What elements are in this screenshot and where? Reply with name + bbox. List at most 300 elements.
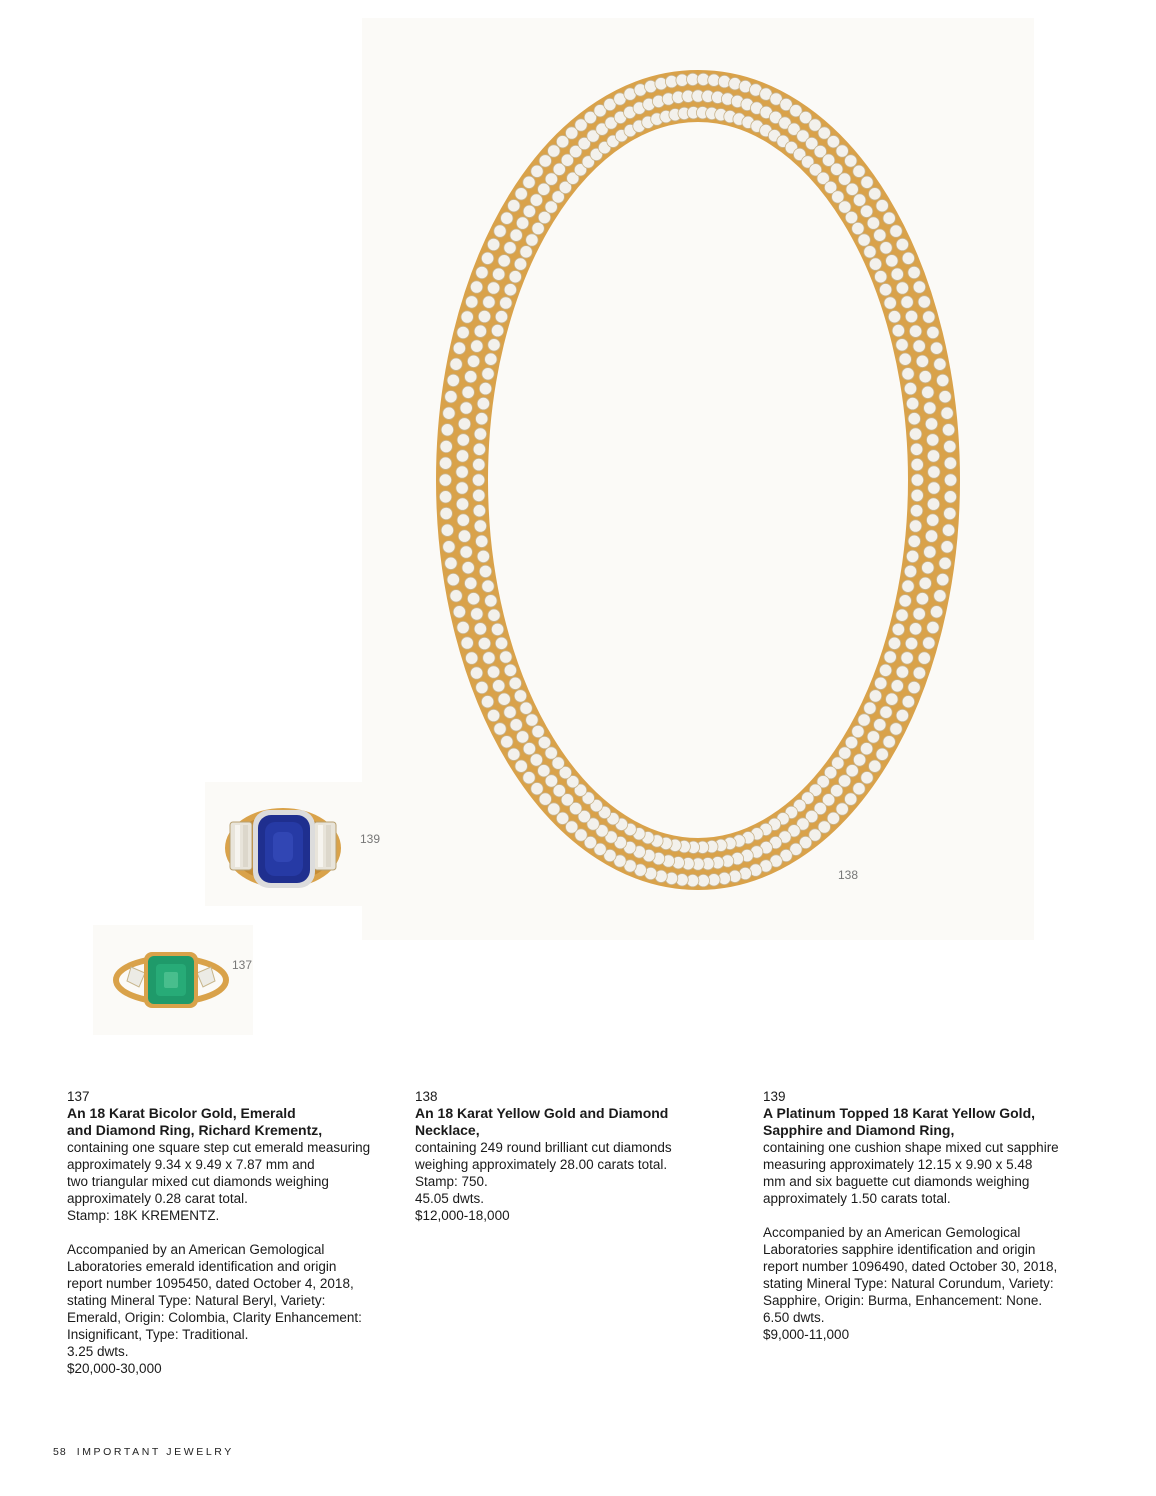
necklace-diamond	[930, 606, 942, 618]
necklace-diamond	[488, 609, 500, 621]
necklace-diamond	[474, 325, 486, 337]
necklace-diamond	[860, 205, 872, 217]
necklace-diamond	[864, 246, 876, 258]
necklace-diamond	[478, 310, 490, 322]
lot-description-line: containing one square step cut emerald measuring	[67, 1140, 371, 1155]
necklace-diamond	[941, 407, 953, 419]
necklace-diamond	[465, 371, 477, 383]
necklace-diamond	[532, 725, 544, 737]
necklace-diamond	[441, 424, 453, 436]
sapphire-ring-image	[205, 782, 362, 906]
necklace-diamond	[520, 702, 532, 714]
lot-title-line: Necklace,	[415, 1122, 480, 1138]
lot-description-line: containing one cushion shape mixed cut sapphire	[763, 1140, 1059, 1155]
necklace-diamond	[474, 623, 486, 635]
lot-title-line: and Diamond Ring, Richard Krementz,	[67, 1122, 323, 1138]
necklace-diamond	[443, 541, 455, 553]
page-number: 58	[53, 1446, 67, 1458]
necklace-diamond	[471, 608, 483, 620]
necklace-diamond	[481, 252, 493, 264]
necklace-diamond	[879, 284, 891, 296]
necklace-diamond	[443, 407, 455, 419]
necklace-diamond	[941, 541, 953, 553]
necklace-diamond	[450, 590, 462, 602]
lot-137-description	[67, 1088, 397, 1377]
necklace-diamond	[890, 225, 902, 237]
lot-report-line: Accompanied by an American Gemological	[763, 1225, 1021, 1240]
necklace-diamond	[905, 637, 917, 649]
necklace-diamond	[466, 652, 478, 664]
necklace-diamond	[488, 339, 500, 351]
necklace-image	[362, 18, 1034, 940]
necklace-diamond	[439, 491, 451, 503]
necklace-diamond	[481, 696, 493, 708]
necklace-diamond	[924, 546, 936, 558]
lot-description-line: Stamp: 18K KREMENTZ.	[67, 1208, 220, 1223]
lot-report-line: report number 1095450, dated October 4, 2018,	[67, 1276, 354, 1291]
necklace-diamond	[457, 514, 469, 526]
necklace-diamond	[500, 297, 512, 309]
necklace-diamond	[530, 194, 542, 206]
necklace-diamond	[944, 491, 956, 503]
necklace-diamond	[937, 374, 949, 386]
necklace-diamond	[913, 281, 925, 293]
necklace-diamond	[861, 176, 873, 188]
necklace-diamond	[440, 440, 452, 452]
necklace-diamond	[493, 268, 505, 280]
necklace-diamond	[516, 731, 528, 743]
lot-report-line: Accompanied by an American Gemological	[67, 1242, 325, 1257]
necklace-diamond	[476, 413, 488, 425]
necklace-diamond	[899, 353, 911, 365]
necklace-diamond	[515, 188, 527, 200]
necklace-diamond	[476, 266, 488, 278]
necklace-diamond	[498, 255, 510, 267]
necklace-diamond	[913, 667, 925, 679]
necklace-diamond	[916, 355, 928, 367]
necklace-diamond	[927, 434, 939, 446]
necklace-diamond	[491, 623, 503, 635]
necklace-diamond	[466, 296, 478, 308]
necklace-diamond	[548, 803, 560, 815]
necklace-diamond	[896, 709, 908, 721]
necklace-diamond	[836, 803, 848, 815]
necklace-diamond	[902, 696, 914, 708]
necklace-diamond	[523, 772, 535, 784]
necklace-diamond	[902, 580, 914, 592]
necklace-diamond	[891, 680, 903, 692]
lot-description-line: approximately 9.34 x 9.49 x 7.87 mm and	[67, 1157, 315, 1172]
necklace-diamond	[880, 706, 892, 718]
lot-description-line: approximately 1.50 carats total.	[763, 1191, 951, 1206]
necklace-diamond	[886, 255, 898, 267]
necklace-diamond	[925, 530, 937, 542]
necklace-diamond	[942, 424, 954, 436]
necklace-diamond	[520, 246, 532, 258]
emerald-ring-image	[93, 925, 253, 1035]
necklace-diamond	[538, 183, 550, 195]
necklace-diamond	[458, 418, 470, 430]
necklace-diamond	[908, 413, 920, 425]
lot-description-line: measuring approximately 12.15 x 9.90 x 5.48	[763, 1157, 1033, 1172]
necklace-diamond	[874, 719, 886, 731]
necklace-diamond	[456, 450, 468, 462]
necklace-diamond	[548, 145, 560, 157]
lot-title-line: Sapphire and Diamond Ring,	[763, 1122, 955, 1138]
necklace-diamond	[913, 608, 925, 620]
necklace-diamond	[892, 623, 904, 635]
necklace-diamond	[927, 450, 939, 462]
necklace-diamond	[884, 297, 896, 309]
necklace-diamond	[453, 606, 465, 618]
necklace-diamond	[896, 609, 908, 621]
necklace-diamond	[875, 271, 887, 283]
necklace-diamond	[476, 681, 488, 693]
necklace-diamond	[869, 690, 881, 702]
lot-weight: 45.05 dwts.	[415, 1191, 485, 1206]
lot-estimate: $9,000-11,000	[763, 1327, 850, 1342]
necklace-diamond	[880, 242, 892, 254]
necklace-diamond	[479, 382, 491, 394]
necklace-diamond	[501, 736, 513, 748]
necklace-diamond	[482, 580, 494, 592]
necklace-diamond	[493, 680, 505, 692]
necklace-diamond	[883, 736, 895, 748]
necklace-diamond	[939, 391, 951, 403]
lot-title-line: An 18 Karat Yellow Gold and Diamond	[415, 1105, 669, 1121]
necklace-diamond	[836, 145, 848, 157]
necklace-diamond	[845, 211, 857, 223]
necklace-diamond	[853, 194, 865, 206]
necklace-diamond	[439, 474, 451, 486]
necklace-diamond	[874, 229, 886, 241]
necklace-diamond	[930, 342, 942, 354]
necklace-diamond	[864, 702, 876, 714]
necklace-diamond	[942, 524, 954, 536]
necklace-diamond	[934, 590, 946, 602]
necklace-diamond	[927, 514, 939, 526]
necklace-diamond	[470, 281, 482, 293]
necklace-diamond	[473, 505, 485, 517]
necklace-diamond	[939, 557, 951, 569]
necklace-diamond	[909, 520, 921, 532]
necklace-diamond	[928, 482, 940, 494]
necklace-diamond	[509, 271, 521, 283]
necklace-diamond	[908, 681, 920, 693]
necklace-diamond	[465, 577, 477, 589]
necklace-diamond	[909, 428, 921, 440]
necklace-diamond	[858, 714, 870, 726]
necklace-diamond	[532, 222, 544, 234]
necklace-diamond	[883, 212, 895, 224]
necklace-diamond	[860, 743, 872, 755]
necklace-diamond	[495, 311, 507, 323]
necklace-diamond	[927, 498, 939, 510]
necklace-diamond	[827, 136, 839, 148]
necklace-diamond	[845, 155, 857, 167]
lot-description-line: mm and six baguette cut diamonds weighing	[763, 1174, 1030, 1189]
lot-report-line: Laboratories sapphire identification and origin	[763, 1242, 1036, 1257]
lot-report-line: stating Mineral Type: Natural Beryl, Variety:	[67, 1293, 326, 1308]
lot-weight: 3.25 dwts.	[67, 1344, 129, 1359]
necklace-diamond	[467, 355, 479, 367]
necklace-diamond	[876, 200, 888, 212]
necklace-diamond	[514, 690, 526, 702]
necklace-diamond	[892, 324, 904, 336]
necklace-diamond	[498, 693, 510, 705]
necklace-diamond	[538, 736, 550, 748]
necklace-diamond	[944, 457, 956, 469]
necklace-diamond	[925, 418, 937, 430]
necklace-diamond	[501, 212, 513, 224]
necklace-diamond	[460, 546, 472, 558]
necklace-diamond	[838, 173, 850, 185]
necklace-diamond	[439, 457, 451, 469]
necklace-diamond	[910, 505, 922, 517]
necklace-diamond	[482, 368, 494, 380]
necklace-diamond	[904, 382, 916, 394]
page-footer	[53, 1446, 234, 1458]
necklace-diamond	[869, 188, 881, 200]
necklace-diamond	[906, 397, 918, 409]
necklace-diamond	[890, 723, 902, 735]
necklace-diamond	[450, 358, 462, 370]
necklace-diamond	[853, 783, 865, 795]
lot-report-line: Laboratories emerald identification and origin	[67, 1259, 337, 1274]
necklace-diamond	[906, 550, 918, 562]
necklace-diamond	[457, 326, 469, 338]
necklace-diamond	[910, 443, 922, 455]
necklace-diamond	[875, 677, 887, 689]
necklace-diamond	[487, 666, 499, 678]
necklace-diamond	[456, 466, 468, 478]
necklace-diamond	[922, 562, 934, 574]
necklace-diamond	[913, 340, 925, 352]
necklace-diamond	[539, 155, 551, 167]
necklace-diamond	[852, 725, 864, 737]
necklace-diamond	[944, 507, 956, 519]
necklace-diamond	[846, 765, 858, 777]
necklace-diamond	[477, 397, 489, 409]
necklace-diamond	[867, 217, 879, 229]
necklace-diamond	[474, 428, 486, 440]
necklace-diamond	[531, 783, 543, 795]
necklace-diamond	[447, 374, 459, 386]
necklace-diamond	[845, 793, 857, 805]
necklace-diamond	[473, 443, 485, 455]
necklace-diamond	[934, 358, 946, 370]
necklace-diamond	[888, 637, 900, 649]
necklace-diamond	[491, 324, 503, 336]
necklace-diamond	[472, 474, 484, 486]
necklace-diamond	[461, 637, 473, 649]
necklace-diamond	[869, 760, 881, 772]
necklace-diamond	[876, 748, 888, 760]
necklace-diamond	[474, 520, 486, 532]
necklace-diamond	[523, 176, 535, 188]
necklace-diamond	[908, 535, 920, 547]
necklace-diamond	[886, 693, 898, 705]
necklace-diamond	[494, 225, 506, 237]
necklace-diamond	[928, 466, 940, 478]
necklace-diamond	[879, 664, 891, 676]
necklace-diamond	[927, 621, 939, 633]
necklace-diamond	[853, 165, 865, 177]
necklace-diamond	[911, 474, 923, 486]
necklace-diamond	[858, 234, 870, 246]
necklace-diamond	[853, 754, 865, 766]
necklace-diamond	[867, 731, 879, 743]
necklace-diamond	[457, 434, 469, 446]
necklace-diamond	[908, 266, 920, 278]
necklace-diamond	[467, 593, 479, 605]
necklace-diamond	[504, 242, 516, 254]
necklace-diamond	[514, 258, 526, 270]
lot-description-line: Stamp: 750.	[415, 1174, 488, 1189]
necklace-diamond	[441, 524, 453, 536]
necklace-diamond	[458, 530, 470, 542]
necklace-diamond	[538, 765, 550, 777]
necklace-diamond	[911, 458, 923, 470]
necklace-diamond	[909, 325, 921, 337]
necklace-diamond	[530, 754, 542, 766]
necklace-diamond	[523, 205, 535, 217]
lot-estimate: $20,000-30,000	[67, 1361, 162, 1376]
necklace-diamond	[902, 252, 914, 264]
section-title: IMPORTANT JEWELRY	[76, 1446, 234, 1458]
necklace-diamond	[523, 743, 535, 755]
necklace-diamond	[937, 573, 949, 585]
necklace-diamond	[516, 217, 528, 229]
sapphire-ring-photo	[205, 782, 362, 906]
necklace-diamond	[510, 719, 522, 731]
necklace-diamond	[477, 550, 489, 562]
necklace-diamond	[504, 284, 516, 296]
necklace-diamond	[905, 310, 917, 322]
necklace-diamond	[453, 342, 465, 354]
necklace-diamond	[927, 326, 939, 338]
necklace-diamond	[919, 371, 931, 383]
necklace-diamond	[494, 723, 506, 735]
necklace-diamond	[901, 296, 913, 308]
necklace-diamond	[445, 557, 457, 569]
necklace-diamond	[504, 664, 516, 676]
necklace-diamond	[483, 652, 495, 664]
emerald-ring-photo	[93, 925, 253, 1035]
necklace-diamond	[923, 637, 935, 649]
necklace-diamond	[896, 339, 908, 351]
necklace-diamond	[515, 760, 527, 772]
necklace-diamond	[526, 714, 538, 726]
necklace-diamond	[901, 652, 913, 664]
necklace-diamond	[440, 507, 452, 519]
necklace-diamond	[852, 222, 864, 234]
necklace-diamond	[944, 440, 956, 452]
necklace-diamond	[539, 793, 551, 805]
necklace-diamond	[476, 535, 488, 547]
lot-weight: 6.50 dwts.	[763, 1310, 825, 1325]
necklace-diamond	[909, 623, 921, 635]
necklace-diamond	[470, 667, 482, 679]
necklace-diamond	[896, 238, 908, 250]
necklace-diamond	[861, 772, 873, 784]
necklace-diamond	[461, 311, 473, 323]
necklace-diamond	[485, 353, 497, 365]
necklace-diamond	[918, 296, 930, 308]
necklace-diamond	[924, 402, 936, 414]
necklace-diamond	[944, 474, 956, 486]
lot-description-line: two triangular mixed cut diamonds weighing	[67, 1174, 329, 1189]
necklace-diamond	[487, 238, 499, 250]
photo-label-137: 137	[232, 958, 253, 972]
necklace-diamond	[556, 812, 568, 824]
necklace-diamond	[884, 651, 896, 663]
necklace-diamond	[918, 652, 930, 664]
necklace-diamond	[479, 565, 491, 577]
necklace-diamond	[902, 368, 914, 380]
necklace-diamond	[526, 234, 538, 246]
necklace-diamond	[460, 402, 472, 414]
necklace-diamond	[462, 386, 474, 398]
lot-description-line: weighing approximately 28.00 carats total.	[415, 1157, 668, 1172]
photo-label-138: 138	[838, 868, 859, 882]
lot-number: 137	[67, 1089, 90, 1104]
necklace-diamond	[919, 577, 931, 589]
necklace-diamond	[485, 595, 497, 607]
necklace-diamond	[473, 489, 485, 501]
necklace-diamond	[456, 498, 468, 510]
necklace-diamond	[891, 268, 903, 280]
necklace-diamond	[911, 489, 923, 501]
necklace-diamond	[483, 296, 495, 308]
necklace-diamond	[896, 666, 908, 678]
lot-report-line: report number 1096490, dated October 30, 2018,	[763, 1259, 1058, 1274]
necklace-diamond	[899, 595, 911, 607]
necklace-diamond	[504, 706, 516, 718]
necklace-diamond	[508, 200, 520, 212]
lot-description-line: approximately 0.28 carat total.	[67, 1191, 248, 1206]
necklace-diamond	[904, 565, 916, 577]
necklace-diamond	[508, 748, 520, 760]
necklace-diamond	[457, 621, 469, 633]
lot-estimate: $12,000-18,000	[415, 1208, 510, 1223]
lot-title-line: A Platinum Topped 18 Karat Yellow Gold,	[763, 1105, 1036, 1121]
lot-report-line: stating Mineral Type: Natural Corundum, Variety:	[763, 1276, 1054, 1291]
lot-139-description	[763, 1088, 1093, 1343]
necklace-diamond	[495, 637, 507, 649]
lot-report-line: Emerald, Origin: Colombia, Clarity Enhancement:	[67, 1310, 362, 1325]
lot-number: 138	[415, 1089, 438, 1104]
necklace-photo	[362, 18, 1034, 940]
necklace-diamond	[896, 282, 908, 294]
necklace-diamond	[473, 458, 485, 470]
necklace-diamond	[487, 709, 499, 721]
lot-report-line: Insignificant, Type: Traditional.	[67, 1327, 249, 1342]
lot-report-line: Sapphire, Origin: Burma, Enhancement: None.	[763, 1293, 1043, 1308]
necklace-diamond	[923, 311, 935, 323]
lot-number: 139	[763, 1089, 786, 1104]
necklace-diamond	[510, 229, 522, 241]
necklace-diamond	[456, 482, 468, 494]
necklace-diamond	[445, 391, 457, 403]
lot-description-line: containing 249 round brilliant cut diamonds	[415, 1140, 672, 1155]
lot-138-description	[415, 1088, 745, 1224]
necklace-diamond	[531, 165, 543, 177]
necklace-diamond	[846, 183, 858, 195]
photo-label-139: 139	[360, 832, 381, 846]
lot-title-line: An 18 Karat Bicolor Gold, Emerald	[67, 1105, 296, 1121]
necklace-diamond	[500, 651, 512, 663]
